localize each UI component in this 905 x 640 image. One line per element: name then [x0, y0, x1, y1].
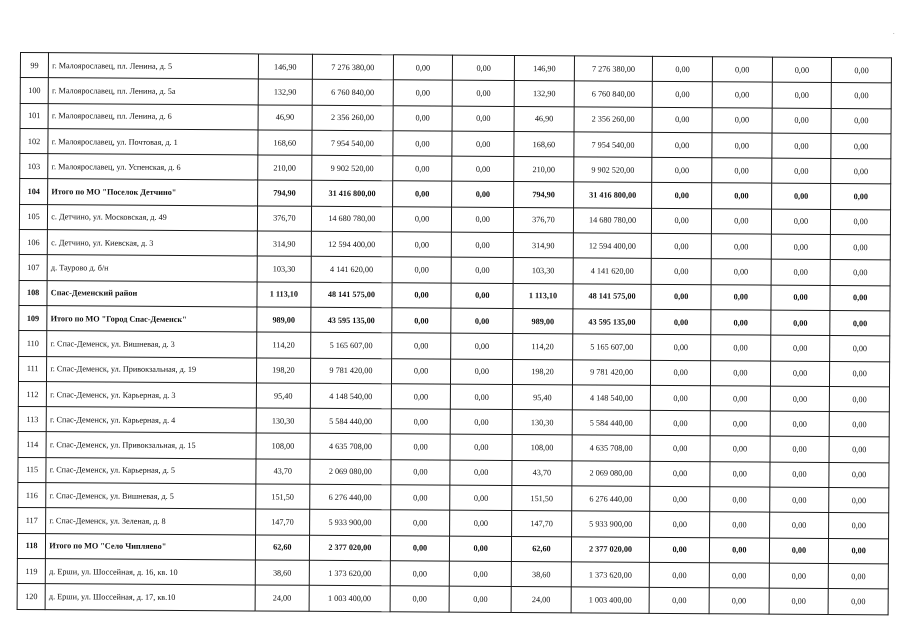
address-cell: Спас-Деменский район [47, 280, 257, 307]
area-cell: 130,30 [256, 408, 311, 434]
row-number-cell: 101 [20, 103, 48, 128]
area-cell: 147,70 [255, 509, 310, 535]
area-cell: 989,00 [256, 307, 311, 333]
value-cell: 0,00 [829, 412, 889, 438]
area-cell: 62,60 [255, 535, 310, 561]
value-cell: 0,00 [652, 183, 712, 209]
area-cell: 1 113,10 [257, 282, 312, 308]
value-cell: 0,00 [651, 335, 711, 361]
row-number-cell: 112 [18, 381, 46, 406]
row-number-cell: 103 [20, 154, 48, 179]
value-cell: 0,00 [830, 361, 890, 387]
value-cell: 0,00 [832, 57, 892, 83]
value-cell: 0,00 [711, 209, 771, 235]
address-cell: г. Спас-Деменск, ул. Карьерная, д. 3 [47, 382, 257, 409]
cost-cell: 2 069 080,00 [310, 459, 391, 485]
value-cell: 0,00 [710, 436, 770, 462]
cost-cell: 2 377 020,00 [571, 537, 650, 563]
area-cell: 376,70 [257, 206, 312, 232]
value-cell: 0,00 [770, 386, 830, 412]
cost-cell: 4 635 708,00 [572, 435, 651, 461]
cost-cell: 4 148 540,00 [572, 385, 651, 411]
value-cell: 0,00 [829, 437, 889, 463]
value-cell: 0,00 [831, 108, 891, 134]
value-cell: 0,00 [831, 235, 891, 261]
value-cell: 0,00 [650, 461, 710, 487]
value-cell: 0,00 [392, 207, 452, 233]
area-cell: 314,90 [257, 231, 312, 257]
value-cell: 0,00 [393, 80, 453, 106]
value-cell: 0,00 [769, 563, 829, 589]
cost-cell: 5 933 900,00 [571, 511, 650, 537]
row-number-cell: 99 [20, 53, 48, 78]
address-cell: г. Спас-Деменск, ул. Вишневая, д. 3 [47, 331, 257, 358]
cost-cell: 14 680 780,00 [311, 206, 392, 232]
value-cell: 0,00 [390, 535, 450, 561]
value-cell: 0,00 [453, 80, 515, 106]
value-cell: 0,00 [390, 586, 450, 612]
value-cell: 0,00 [829, 538, 889, 564]
cost-cell: 4 148 540,00 [310, 383, 391, 409]
cost-cell: 5 165 607,00 [572, 334, 651, 360]
value-cell: 0,00 [830, 260, 890, 286]
value-cell: 0,00 [829, 563, 889, 589]
cost-cell: 1 373 620,00 [309, 560, 390, 586]
area-cell: 132,90 [258, 79, 313, 105]
value-cell: 0,00 [392, 282, 452, 308]
value-cell: 0,00 [769, 538, 829, 564]
area-cell: 114,20 [256, 332, 311, 358]
row-number-cell: 114 [18, 432, 46, 457]
value-cell: 0,00 [393, 55, 453, 81]
value-cell: 0,00 [391, 409, 451, 435]
value-cell: 0,00 [652, 233, 712, 259]
cost-cell: 2 356 260,00 [574, 106, 653, 132]
value-cell: 0,00 [651, 259, 711, 285]
value-cell: 0,00 [450, 435, 512, 461]
cost-cell: 48 141 575,00 [573, 284, 652, 310]
cost-cell: 6 760 840,00 [574, 81, 653, 107]
cost-cell: 6 276 440,00 [572, 486, 651, 512]
value-cell: 0,00 [709, 563, 769, 589]
area-cell: 38,60 [255, 560, 310, 586]
value-cell: 0,00 [393, 131, 453, 157]
value-cell: 0,00 [451, 409, 513, 435]
cost-cell: 7 954 540,00 [312, 130, 393, 156]
area-cell: 62,60 [512, 536, 572, 562]
address-cell: с. Детчино, ул. Московская, д. 49 [48, 204, 258, 231]
row-number-cell: 120 [17, 584, 45, 609]
value-cell: 0,00 [651, 309, 711, 335]
value-cell: 0,00 [393, 105, 453, 131]
row-number-cell: 106 [19, 230, 47, 255]
value-cell: 0,00 [770, 411, 830, 437]
row-number-cell: 111 [18, 356, 46, 381]
value-cell: 0,00 [769, 487, 829, 513]
area-cell: 989,00 [513, 308, 573, 334]
value-cell: 0,00 [452, 207, 514, 233]
area-cell: 103,30 [513, 258, 573, 284]
area-cell: 146,90 [514, 56, 574, 82]
value-cell: 0,00 [771, 234, 831, 260]
value-cell: 0,00 [772, 57, 832, 83]
value-cell: 0,00 [772, 108, 832, 134]
value-cell: 0,00 [650, 486, 710, 512]
value-cell: 0,00 [771, 184, 831, 210]
cost-cell: 7 954 540,00 [574, 132, 653, 158]
cost-cell: 5 584 440,00 [310, 408, 391, 434]
value-cell: 0,00 [769, 588, 829, 614]
area-cell: 43,70 [256, 459, 311, 485]
value-cell: 0,00 [451, 359, 513, 385]
area-cell: 168,60 [258, 130, 313, 156]
cost-cell: 2 356 260,00 [312, 105, 393, 131]
value-cell: 0,00 [652, 82, 712, 108]
address-cell: д. Ерши, ул. Шоссейная, д. 16, кв. 10 [46, 559, 256, 586]
cost-cell: 5 584 440,00 [572, 410, 651, 436]
area-cell: 95,40 [512, 384, 572, 410]
value-cell: 0,00 [711, 335, 771, 361]
area-cell: 210,00 [514, 157, 574, 183]
value-cell: 0,00 [771, 209, 831, 235]
area-cell: 147,70 [512, 511, 572, 537]
value-cell: 0,00 [829, 513, 889, 539]
cost-cell: 4 141 620,00 [573, 258, 652, 284]
value-cell: 0,00 [392, 156, 452, 182]
value-cell: 0,00 [712, 183, 772, 209]
address-cell: Итого по МО "Село Чипляево" [46, 533, 256, 560]
value-cell: 0,00 [451, 333, 513, 359]
value-cell: 0,00 [392, 232, 452, 258]
value-cell: 0,00 [452, 182, 514, 208]
value-cell: 0,00 [452, 131, 514, 157]
value-cell: 0,00 [770, 310, 830, 336]
value-cell: 0,00 [391, 333, 451, 359]
row-number-cell: 102 [20, 128, 48, 153]
value-cell: 0,00 [710, 487, 770, 513]
area-cell: 38,60 [511, 561, 571, 587]
value-cell: 0,00 [709, 537, 769, 563]
value-cell: 0,00 [771, 285, 831, 311]
table-body [17, 53, 891, 615]
area-cell: 168,60 [514, 131, 574, 157]
area-cell: 146,90 [258, 54, 313, 80]
address-cell: г. Малоярославец, ул. Успенская, д. 6 [48, 154, 258, 181]
area-cell: 132,90 [514, 81, 574, 107]
cost-cell: 1 003 400,00 [571, 587, 650, 613]
document-sheet [17, 52, 892, 615]
cost-cell: 43 595 135,00 [573, 309, 652, 335]
area-cell: 151,50 [512, 486, 572, 512]
value-cell: 0,00 [392, 181, 452, 207]
value-cell: 0,00 [830, 386, 890, 412]
area-cell: 108,00 [512, 435, 572, 461]
row-number-cell: 104 [20, 179, 48, 204]
value-cell: 0,00 [828, 589, 888, 615]
value-cell: 0,00 [451, 384, 513, 410]
row-number-cell: 115 [18, 457, 46, 482]
value-cell: 0,00 [451, 283, 513, 309]
cost-cell: 9 781 420,00 [572, 359, 651, 385]
area-cell: 46,90 [258, 105, 313, 131]
area-cell: 43,70 [512, 460, 572, 486]
address-cell: г. Спас-Деменск, ул. Привокзальная, д. 19 [47, 356, 257, 383]
value-cell: 0,00 [390, 561, 450, 587]
cost-cell: 9 902 520,00 [574, 157, 653, 183]
value-cell: 0,00 [450, 460, 512, 486]
row-number-cell: 105 [19, 204, 47, 229]
value-cell: 0,00 [829, 462, 889, 488]
value-cell: 0,00 [710, 411, 770, 437]
value-cell: 0,00 [450, 485, 512, 511]
area-cell: 46,90 [514, 106, 574, 132]
value-cell: 0,00 [831, 184, 891, 210]
row-number-cell: 118 [17, 533, 45, 558]
address-cell: г. Малоярославец, ул. Почтовая, д. 1 [48, 129, 258, 156]
value-cell: 0,00 [652, 132, 712, 158]
value-cell: 0,00 [452, 232, 514, 258]
value-cell: 0,00 [650, 562, 710, 588]
cost-cell: 1 003 400,00 [309, 586, 390, 612]
value-cell: 0,00 [770, 462, 830, 488]
address-cell: г. Малоярославец, пл. Ленина, д. 6 [48, 103, 258, 130]
address-cell: г. Спас-Деменск, ул. Привокзальная, д. 15 [46, 432, 256, 459]
row-number-cell: 113 [18, 407, 46, 432]
value-cell: 0,00 [391, 384, 451, 410]
value-cell: 0,00 [450, 510, 512, 536]
value-cell: 0,00 [452, 106, 514, 132]
value-cell: 0,00 [710, 512, 770, 538]
value-cell: 0,00 [710, 386, 770, 412]
area-cell: 1 113,10 [513, 283, 573, 309]
area-cell: 198,20 [513, 359, 573, 385]
area-cell: 210,00 [257, 155, 312, 181]
value-cell: 0,00 [830, 310, 890, 336]
cost-cell: 1 373 620,00 [571, 562, 650, 588]
row-number-cell: 110 [19, 331, 47, 356]
value-cell: 0,00 [710, 360, 770, 386]
cost-cell: 12 594 400,00 [311, 231, 392, 257]
row-number-cell: 119 [17, 558, 45, 583]
cost-cell: 31 416 800,00 [312, 181, 393, 207]
row-number-cell: 116 [18, 483, 46, 508]
value-cell: 0,00 [711, 259, 771, 285]
value-cell: 0,00 [391, 460, 451, 486]
value-cell: 0,00 [772, 82, 832, 108]
cost-cell: 43 595 135,00 [311, 307, 392, 333]
area-cell: 108,00 [256, 433, 311, 459]
value-cell: 0,00 [770, 437, 830, 463]
cost-cell: 4 635 708,00 [310, 434, 391, 460]
value-cell: 0,00 [651, 360, 711, 386]
value-cell: 0,00 [652, 107, 712, 133]
row-number-cell: 109 [19, 305, 47, 330]
value-cell: 0,00 [770, 335, 830, 361]
area-cell: 794,90 [514, 182, 574, 208]
address-cell: с. Детчино, ул. Киевская, д. 3 [48, 230, 258, 257]
value-cell: 0,00 [712, 107, 772, 133]
row-number-cell: 117 [18, 508, 46, 533]
cost-cell: 7 276 380,00 [312, 54, 393, 80]
cost-cell: 9 902 520,00 [312, 155, 393, 181]
value-cell: 0,00 [770, 361, 830, 387]
table-row [17, 584, 888, 615]
area-cell: 103,30 [257, 256, 312, 282]
area-cell: 314,90 [513, 233, 573, 259]
value-cell: 0,00 [449, 586, 511, 612]
value-cell: 0,00 [451, 308, 513, 334]
value-cell: 0,00 [452, 156, 514, 182]
area-cell: 794,90 [257, 180, 312, 206]
value-cell: 0,00 [453, 55, 515, 81]
row-number-cell: 108 [19, 280, 47, 305]
value-cell: 0,00 [830, 336, 890, 362]
corner-mark: · [892, 30, 895, 38]
value-cell: 0,00 [769, 512, 829, 538]
value-cell: 0,00 [712, 57, 772, 83]
value-cell: 0,00 [392, 257, 452, 283]
value-cell: 0,00 [651, 284, 711, 310]
address-cell: г. Спас-Деменск, ул. Карьерная, д. 5 [46, 457, 256, 484]
cost-cell: 6 276 440,00 [310, 484, 391, 510]
cost-cell: 9 781 420,00 [311, 358, 392, 384]
value-cell: 0,00 [390, 510, 450, 536]
address-cell: д. Ерши, ул. Шоссейная, д. 17, кв.10 [45, 584, 255, 611]
value-cell: 0,00 [710, 461, 770, 487]
area-cell: 24,00 [255, 585, 310, 611]
address-cell: г. Малоярославец, пл. Ленина, д. 5а [48, 78, 258, 105]
address-cell: г. Спас-Деменск, ул. Зеленая, д. 8 [46, 508, 256, 535]
value-cell: 0,00 [831, 209, 891, 235]
value-cell: 0,00 [712, 158, 772, 184]
value-cell: 0,00 [651, 385, 711, 411]
address-cell: Итого по МО "Город Спас-Деменск" [47, 306, 257, 333]
row-number-cell: 100 [20, 78, 48, 103]
cost-cell: 5 933 900,00 [310, 510, 391, 536]
area-cell: 95,40 [256, 383, 311, 409]
value-cell: 0,00 [772, 133, 832, 159]
value-cell: 0,00 [450, 561, 512, 587]
value-cell: 0,00 [771, 259, 831, 285]
cost-cell: 14 680 780,00 [573, 208, 652, 234]
value-cell: 0,00 [390, 485, 450, 511]
value-cell: 0,00 [709, 588, 769, 614]
value-cell: 0,00 [650, 436, 710, 462]
area-cell: 114,20 [513, 334, 573, 360]
value-cell: 0,00 [711, 284, 771, 310]
cost-cell: 2 377 020,00 [309, 535, 390, 561]
value-cell: 0,00 [653, 56, 713, 82]
cost-cell: 7 276 380,00 [574, 56, 653, 82]
cost-cell: 4 141 620,00 [311, 257, 392, 283]
address-cell: г. Спас-Деменск, ул. Вишневая, д. 5 [46, 483, 256, 510]
value-cell: 0,00 [649, 588, 709, 614]
value-cell: 0,00 [652, 158, 712, 184]
value-cell: 0,00 [712, 82, 772, 108]
value-cell: 0,00 [831, 133, 891, 159]
value-cell: 0,00 [391, 308, 451, 334]
value-cell: 0,00 [391, 434, 451, 460]
area-cell: 151,50 [255, 484, 310, 510]
value-cell: 0,00 [650, 512, 710, 538]
area-cell: 376,70 [514, 207, 574, 233]
value-cell: 0,00 [391, 358, 451, 384]
value-cell: 0,00 [830, 285, 890, 311]
cost-cell: 5 165 607,00 [311, 333, 392, 359]
value-cell: 0,00 [650, 411, 710, 437]
area-cell: 24,00 [511, 587, 571, 613]
value-cell: 0,00 [829, 487, 889, 513]
address-cell: Итого по МО "Поселок Детчино" [48, 179, 258, 206]
address-cell: г. Малоярославец, пл. Ленина, д. 5 [49, 53, 259, 80]
address-cell: г. Спас-Деменск, ул. Карьерная, д. 4 [46, 407, 256, 434]
row-number-cell: 107 [19, 255, 47, 280]
value-cell: 0,00 [652, 208, 712, 234]
area-cell: 198,20 [256, 358, 311, 384]
value-cell: 0,00 [712, 133, 772, 159]
cost-cell: 2 069 080,00 [572, 461, 651, 487]
value-cell: 0,00 [450, 536, 512, 562]
value-cell: 0,00 [711, 234, 771, 260]
cost-cell: 31 416 800,00 [573, 182, 652, 208]
value-cell: 0,00 [771, 158, 831, 184]
cost-cell: 12 594 400,00 [573, 233, 652, 259]
area-cell: 130,30 [512, 410, 572, 436]
value-cell: 0,00 [650, 537, 710, 563]
address-cell: д. Таурово д. б/н [47, 255, 257, 282]
cost-cell: 6 760 840,00 [312, 80, 393, 106]
value-cell: 0,00 [832, 83, 892, 109]
value-cell: 0,00 [711, 310, 771, 336]
housing-table [17, 52, 892, 615]
cost-cell: 48 141 575,00 [311, 282, 392, 308]
value-cell: 0,00 [451, 258, 513, 284]
value-cell: 0,00 [831, 159, 891, 185]
